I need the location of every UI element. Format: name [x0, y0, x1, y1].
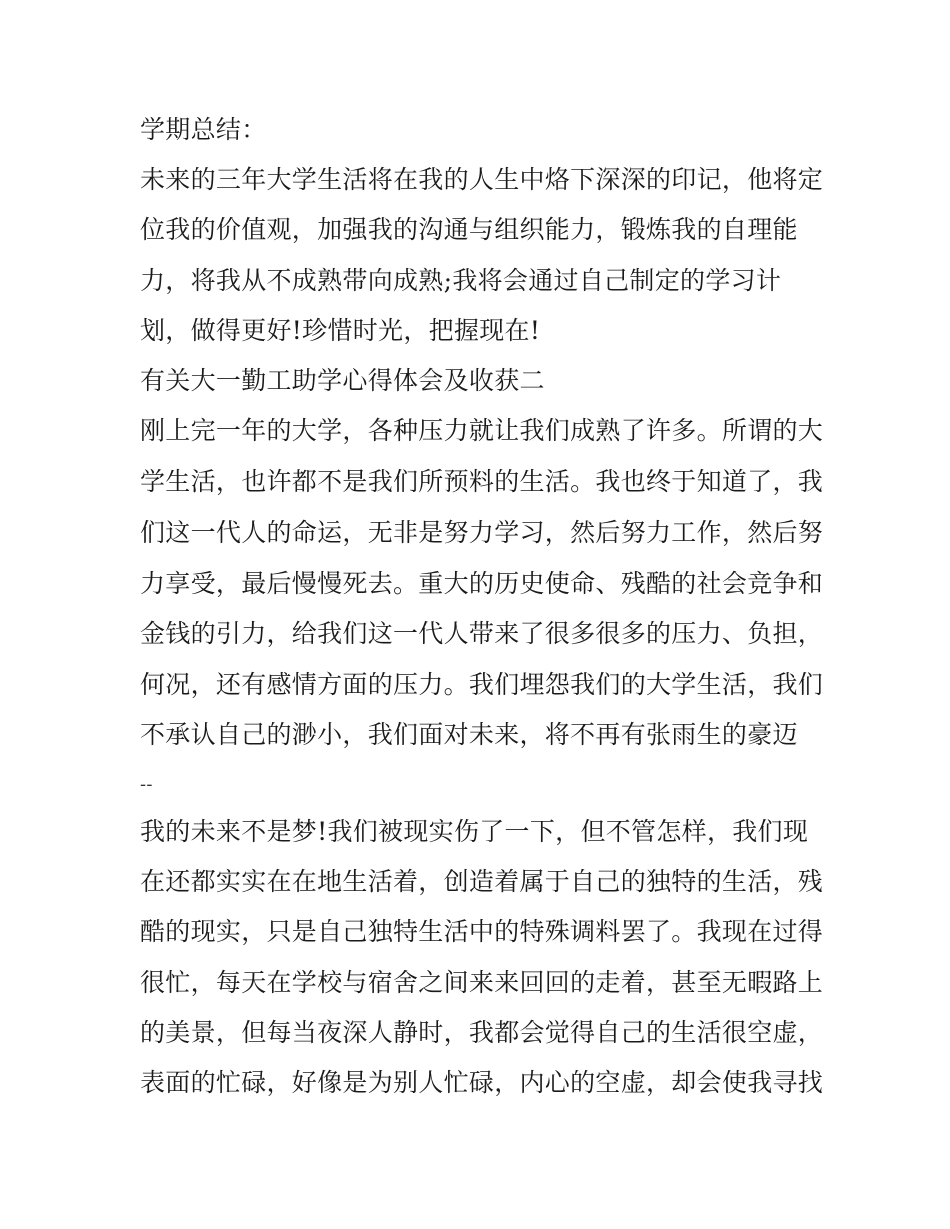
paragraph-line: 划，做得更好!珍惜时光，把握现在! — [140, 316, 541, 345]
section-heading-title: 有关大一勤工助学心得体会及收获二 — [140, 366, 545, 395]
paragraph-line: 很忙，每天在学校与宿舍之间来来回回的走着，甚至无暇路上 — [140, 968, 824, 997]
paragraph-line: 不承认自己的渺小，我们面对未来，将不再有张雨生的豪迈 — [140, 720, 798, 749]
paragraph-line: 我的未来不是梦!我们被现实伤了一下，但不管怎样，我们现 — [140, 817, 809, 846]
paragraph-line: 何况，还有感情方面的压力。我们埋怨我们的大学生活，我们 — [140, 670, 824, 699]
paragraph-line: 力享受，最后慢慢死去。重大的历史使命、残酷的社会竞争和 — [140, 569, 824, 598]
paragraph-line: 的美景，但每当夜深人静时，我都会觉得自己的生活很空虚， — [140, 1018, 824, 1047]
paragraph-line: 刚上完一年的大学，各种压力就让我们成熟了许多。所谓的大 — [140, 416, 824, 445]
paragraph-line: 未来的三年大学生活将在我的人生中烙下深深的印记，他将定 — [140, 165, 824, 194]
paragraph-line: 们这一代人的命运，无非是努力学习，然后努力工作，然后努 — [140, 518, 824, 547]
paragraph-line: 表面的忙碌，好像是为别人忙碌，内心的空虚，却会使我寻找 — [140, 1068, 824, 1097]
paragraph-line: 金钱的引力，给我们这一代人带来了很多很多的压力、负担， — [140, 619, 824, 648]
paragraph-line: 位我的价值观，加强我的沟通与组织能力，锻炼我的自理能 — [140, 215, 798, 244]
paragraph-line: 酷的现实，只是自己独特生活中的特殊调料罢了。我现在过得 — [140, 917, 824, 946]
paragraph-line: 在还都实实在在地生活着，创造着属于自己的独特的生活，残 — [140, 867, 824, 896]
section-heading-summary: 学期总结： — [140, 115, 267, 144]
paragraph-line: 学生活，也许都不是我们所预料的生活。我也终于知道了，我 — [140, 467, 824, 496]
dash-separator: -- — [140, 774, 153, 795]
paragraph-line: 力，将我从不成熟带向成熟;我将会通过自己制定的学习计 — [140, 266, 782, 295]
